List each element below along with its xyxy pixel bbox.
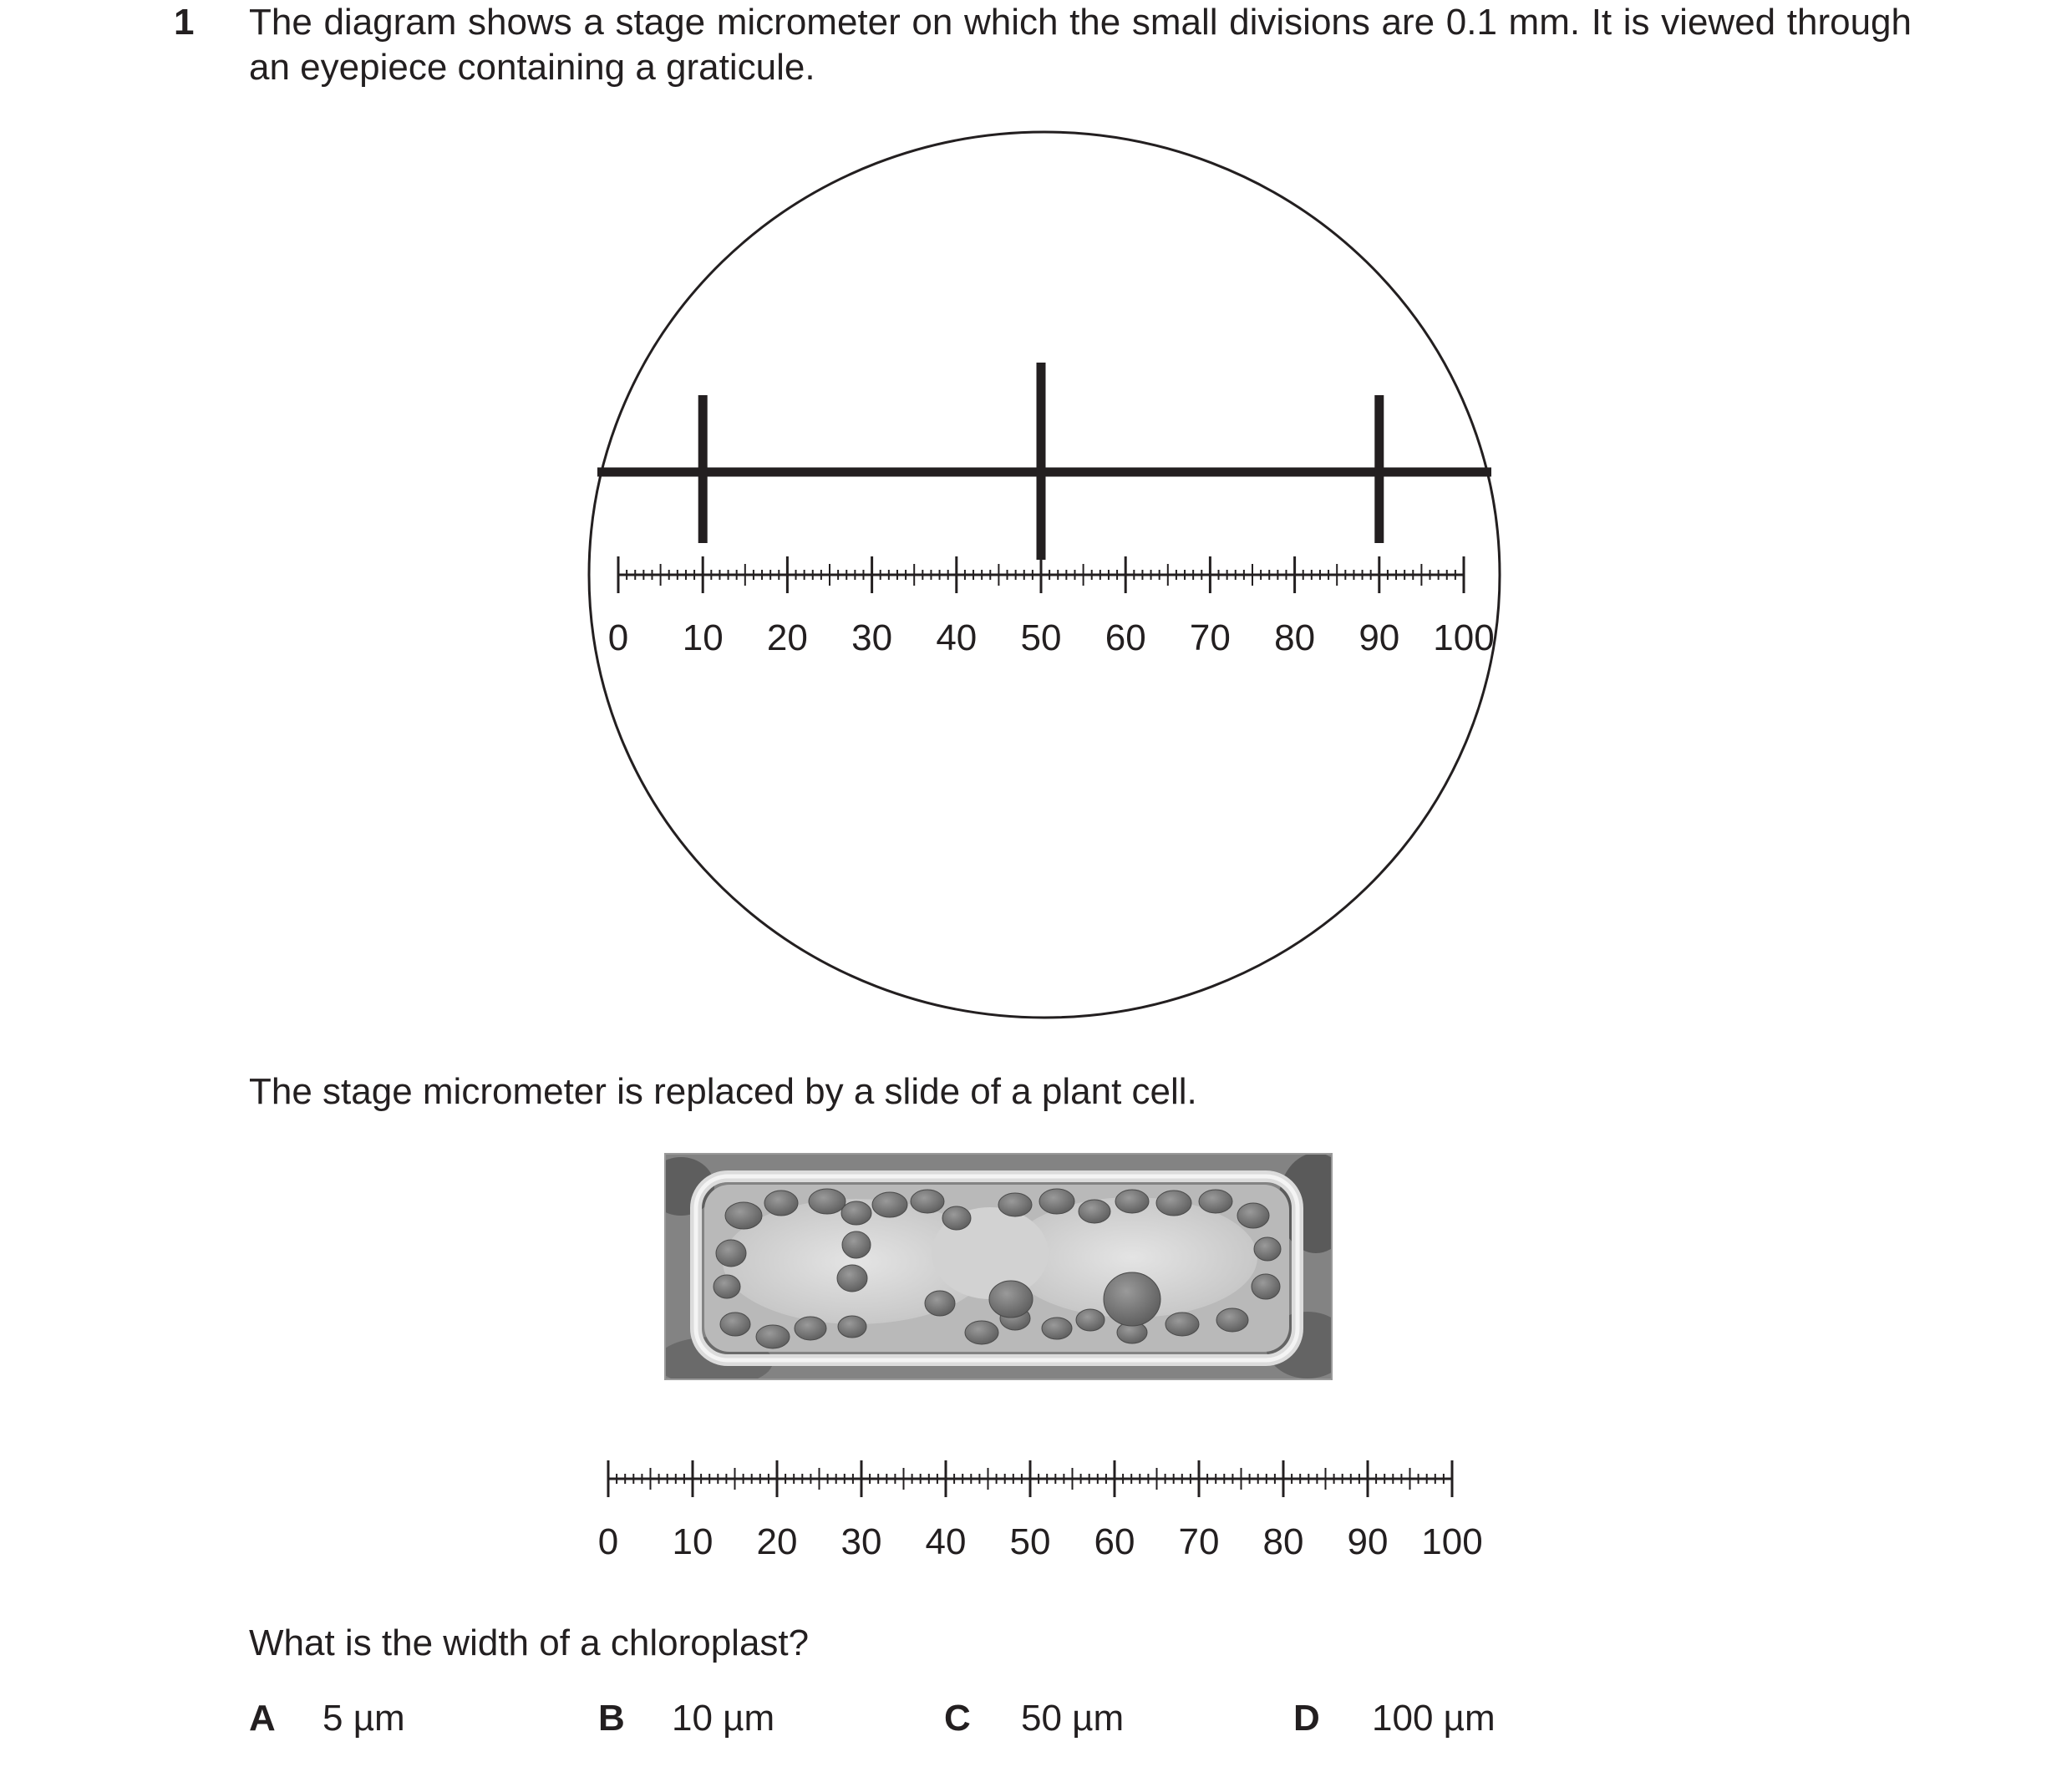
stage-micrometer-marks [703, 363, 1379, 560]
graticule-tick-label: 80 [1262, 1521, 1304, 1562]
graticule-tick-label: 90 [1347, 1521, 1389, 1562]
graticule-tick-label: 0 [607, 617, 629, 658]
option-d-value: 100 µm [1372, 1698, 1496, 1739]
option-c-letter: C [944, 1698, 971, 1739]
option-a[interactable] [249, 1696, 405, 1741]
graticule-tick-label: 90 [1358, 617, 1400, 658]
graticule-tick-label: 40 [936, 617, 978, 658]
option-c[interactable] [944, 1696, 1125, 1741]
graticule-tick-label: 60 [1105, 617, 1146, 658]
eyepiece-graticule-scale [608, 556, 1495, 658]
graticule-tick-label: 50 [1020, 617, 1062, 658]
graticule-tick-label: 80 [1274, 617, 1316, 658]
eyepiece-graticule-scale-below [585, 1437, 1521, 1562]
graticule-tick-label: 70 [1189, 617, 1231, 658]
graticule-tick-label: 0 [597, 1521, 619, 1562]
option-d-letter: D [1293, 1698, 1320, 1739]
question-number: 1 [174, 2, 195, 43]
graticule-tick-label: 30 [840, 1521, 882, 1562]
graticule-tick-label: 40 [925, 1521, 967, 1562]
graticule-tick-label: 100 [1433, 617, 1495, 658]
graticule-tick-label: 20 [756, 1521, 798, 1562]
option-a-letter: A [249, 1698, 276, 1739]
replaced-slide-text: The stage micrometer is replaced by a slide of a plant cell. [249, 1071, 1197, 1112]
eyepiece-field-diagram [576, 125, 1512, 1028]
graticule-tick-label: 100 [1421, 1521, 1483, 1562]
question-stem: The diagram shows a stage micrometer on which the small divisions are 0.1 mm. It is viewed through an eyepiece containing a graticule. [249, 2, 1912, 88]
graticule-tick-label: 70 [1178, 1521, 1220, 1562]
option-b[interactable] [598, 1696, 775, 1741]
graticule-tick-label: 50 [1009, 1521, 1051, 1562]
option-b-letter: B [598, 1698, 625, 1739]
option-d[interactable] [1293, 1696, 1496, 1741]
graticule-tick-label: 30 [851, 617, 893, 658]
graticule-tick-label: 10 [682, 617, 724, 658]
option-a-value: 5 µm [322, 1698, 405, 1739]
option-b-value: 10 µm [672, 1698, 775, 1739]
graticule-tick-label: 10 [672, 1521, 714, 1562]
graticule-tick-label: 20 [766, 617, 808, 658]
option-c-value: 50 µm [1021, 1698, 1125, 1739]
plant-cell-micrograph [664, 1153, 1333, 1380]
question-prompt: What is the width of a chloroplast? [249, 1622, 810, 1663]
graticule-tick-label: 60 [1094, 1521, 1135, 1562]
